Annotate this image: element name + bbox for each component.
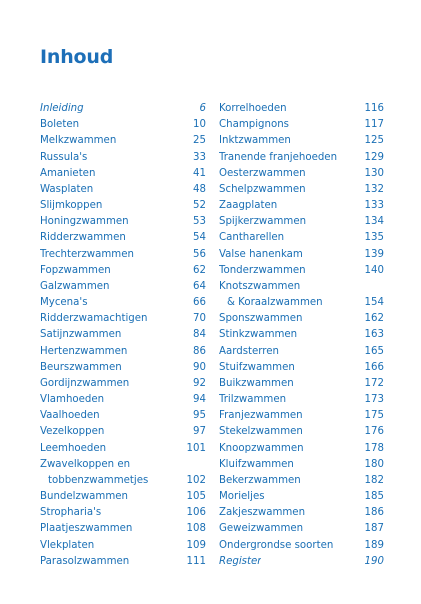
toc-entry-label: Leemhoeden [40, 442, 107, 454]
toc-entry [219, 424, 384, 440]
toc-entry-label: Buikzwammen [219, 377, 294, 389]
toc-entry [40, 538, 206, 554]
toc-entry-label: Sponszwammen [219, 313, 303, 325]
toc-entry-page: 186 [364, 507, 384, 519]
toc-entry-page: 108 [186, 523, 206, 535]
toc-entry-label: Amanieten [40, 167, 96, 179]
toc-entry-page: 53 [193, 216, 206, 228]
toc-entry [219, 247, 384, 263]
toc-entry [219, 505, 384, 521]
toc-entry-page: 84 [193, 329, 206, 341]
toc-entry [40, 133, 206, 149]
toc-entry-page: 130 [364, 167, 384, 179]
toc-entry [219, 214, 384, 230]
toc-entry-page: 92 [193, 377, 206, 389]
toc-entry [219, 344, 384, 360]
toc-entry-page: 135 [364, 232, 384, 244]
toc-entry-page: 133 [364, 200, 384, 212]
toc-entry [219, 133, 384, 149]
toc-entry-label: Knoopzwammen [219, 442, 304, 454]
toc-entry-page: 175 [364, 410, 384, 422]
toc-entry [219, 408, 384, 424]
toc-entry [219, 263, 384, 279]
toc-entry-label: Ridderzwamachtigen [40, 313, 148, 325]
toc-entry-page: 176 [364, 426, 384, 438]
toc-entry-label: Zaagplaten [219, 200, 278, 212]
toc-entry [40, 117, 206, 133]
toc-entry-page: 109 [186, 539, 206, 551]
toc-entry-page: 129 [364, 151, 384, 163]
toc-entry-page: 64 [193, 280, 206, 292]
toc-entry-label: Trechterzwammen [40, 248, 134, 260]
toc-entry [40, 101, 206, 117]
toc-entry [219, 117, 384, 133]
toc-entry-label: Trilzwammen [219, 394, 287, 406]
toc-entry-label: tobbenzwammetjes [48, 474, 149, 486]
toc-entry-label: Plaatjeszwammen [40, 523, 133, 535]
toc-entry-label: Schelpzwammen [219, 183, 306, 195]
toc-entry [40, 230, 206, 246]
toc-entry [40, 457, 206, 473]
toc-entry-page: 173 [364, 394, 384, 406]
toc-entry-page: 139 [364, 248, 384, 260]
toc-entry-label: Kluifzwammen [219, 458, 294, 470]
toc-entry-label: Knotszwammen [219, 280, 301, 292]
toc-entry-label: Zwavelkoppen en [40, 458, 131, 470]
toc-entry [40, 489, 206, 505]
toc-entry [219, 230, 384, 246]
toc-entry-page: 62 [193, 264, 206, 276]
toc-entry-label: Vezelkoppen [40, 426, 105, 438]
toc-entry-page: 105 [186, 491, 206, 503]
toc-entry-label: Franjezwammen [219, 410, 303, 422]
page-title: Inhoud [40, 46, 114, 68]
toc-entry-label: Aardsterren [219, 345, 279, 357]
toc-entry [219, 473, 384, 489]
toc-entry-label: Inleiding [40, 103, 84, 114]
toc-entry [219, 441, 384, 457]
toc-entry [40, 327, 206, 343]
toc-entry-label: Tranende franjehoeden [219, 151, 338, 163]
toc-entry-page: 66 [193, 297, 206, 309]
toc-entry-label: Honingzwammen [40, 216, 129, 228]
toc-entry [40, 198, 206, 214]
toc-entry-label: Russula's [40, 151, 88, 163]
toc-entry [219, 521, 384, 537]
toc-entry-label: Ridderzwammen [40, 232, 126, 244]
toc-entry [219, 150, 384, 166]
toc-entry-label: Hertenzwammen [40, 345, 128, 357]
toc-entry [219, 166, 384, 182]
toc-entry-label: & Koraalzwammen [227, 297, 323, 309]
toc-entry-label: Valse hanenkam [219, 248, 303, 260]
toc-entry [219, 457, 384, 473]
toc-entry-label: Mycena's [40, 297, 88, 309]
toc-entry-page: 90 [193, 361, 206, 373]
toc-entry [219, 311, 384, 327]
toc-entry-page: 33 [193, 151, 206, 163]
toc-entry [219, 198, 384, 214]
toc-entry-label: Vaalhoeden [40, 410, 100, 422]
toc-entry [40, 182, 206, 198]
toc-entry-label: Register [219, 555, 262, 567]
toc-entry-label: Korrelhoeden [219, 103, 287, 114]
toc-entry [40, 554, 206, 570]
toc-entry-page: 117 [364, 119, 384, 131]
toc-entry-label: Satijnzwammen [40, 329, 122, 341]
toc-entry [40, 360, 206, 376]
toc-entry-page: 97 [193, 426, 206, 438]
toc-entry-page: 94 [193, 394, 206, 406]
toc-entry-page: 125 [364, 135, 384, 147]
toc-entry-page: 48 [193, 183, 206, 195]
toc-entry [40, 295, 206, 311]
toc-entry [219, 538, 384, 554]
toc-entry [219, 376, 384, 392]
toc-entry-page: 54 [193, 232, 206, 244]
toc-entry [219, 360, 384, 376]
toc-entry [40, 473, 206, 489]
toc-entry-label: Parasolzwammen [40, 555, 130, 567]
toc-entry-page: 163 [364, 329, 384, 341]
toc-entry-label: Stekelzwammen [219, 426, 303, 438]
toc-entry [219, 182, 384, 198]
toc-entry-page: 140 [364, 264, 384, 276]
toc-entry-page: 111 [186, 555, 206, 567]
toc-entry-page: 154 [364, 297, 384, 309]
toc-entry-label: Stuifzwammen [219, 361, 295, 373]
toc-entry-label: Bundelzwammen [40, 491, 128, 503]
toc-entry-label: Champignons [219, 119, 289, 131]
toc-entry-page: 190 [364, 555, 384, 567]
toc-entry-label: Cantharellen [219, 232, 285, 244]
toc-entry-label: Spijkerzwammen [219, 216, 307, 228]
toc-entry-page: 101 [186, 442, 206, 454]
toc-entry-label: Oesterzwammen [219, 167, 306, 179]
toc-entry [40, 505, 206, 521]
toc-entry-page: 52 [193, 200, 206, 212]
toc-entry [40, 279, 206, 295]
toc-entry-label: Galzwammen [40, 280, 110, 292]
toc-entry [40, 376, 206, 392]
toc-column-right [219, 101, 384, 570]
toc-entry [40, 344, 206, 360]
toc-entry-page: 56 [193, 248, 206, 260]
toc-entry-page: 178 [364, 442, 384, 454]
toc-entry-page: 95 [193, 410, 206, 422]
toc-entry-page: 70 [193, 313, 206, 325]
toc-entry [219, 392, 384, 408]
toc-entry-page: 116 [364, 103, 384, 114]
toc-entry-page: 189 [364, 539, 384, 551]
toc-entry-page: 182 [364, 474, 384, 486]
toc-entry-page: 185 [364, 491, 384, 503]
toc-entry-page: 165 [364, 345, 384, 357]
toc-entry-page: 166 [364, 361, 384, 373]
toc-entry-label: Bekerzwammen [219, 474, 301, 486]
toc-entry [219, 489, 384, 505]
toc-entry-page: 86 [193, 345, 206, 357]
toc-entry-page: 132 [364, 183, 384, 195]
toc-entry-label: Gordijnzwammen [40, 377, 130, 389]
toc-entry-page: 106 [186, 507, 206, 519]
toc-entry-label: Inktzwammen [219, 135, 291, 147]
toc-entry [40, 247, 206, 263]
toc-entry-label: Geweizwammen [219, 523, 304, 535]
toc-entry [40, 441, 206, 457]
toc-entry-page: 180 [364, 458, 384, 470]
toc-entry [40, 263, 206, 279]
toc-entry [219, 279, 384, 295]
toc-entry-page: 102 [186, 474, 206, 486]
toc-entry-page: 41 [193, 167, 206, 179]
toc-entry [40, 166, 206, 182]
toc-entry [219, 554, 384, 570]
toc-entry-label: Boleten [40, 119, 80, 131]
toc-entry-label: Wasplaten [40, 183, 94, 195]
toc-entry [40, 311, 206, 327]
toc-entry [40, 521, 206, 537]
toc-entry-label: Fopzwammen [40, 264, 111, 276]
toc-column-left [40, 101, 206, 570]
toc-entry-label: Slijmkoppen [40, 200, 103, 212]
toc-entry-page: 25 [193, 135, 206, 147]
toc-entry-page: 172 [364, 377, 384, 389]
toc-entry-page: 162 [364, 313, 384, 325]
toc-entry-label: Ondergrondse soorten [219, 539, 334, 551]
toc-entry [40, 424, 206, 440]
toc-entry-label: Stinkzwammen [219, 329, 298, 341]
toc-entry [219, 101, 384, 117]
toc-entry-label: Beurszwammen [40, 361, 122, 373]
toc-entry-label: Stropharia's [40, 507, 102, 519]
toc-entry-label: Vlekplaten [40, 539, 95, 551]
toc-entry-page: 6 [199, 103, 206, 114]
toc-entry [40, 214, 206, 230]
toc-entry-page: 187 [364, 523, 384, 535]
toc-entry-label: Vlamhoeden [40, 394, 105, 406]
toc-entry-label: Morieljes [219, 491, 265, 503]
toc-entry [40, 408, 206, 424]
toc-entry-label: Melkzwammen [40, 135, 117, 147]
toc-entry-page: 134 [364, 216, 384, 228]
toc-entry-label: Tonderzwammen [219, 264, 306, 276]
toc-entry [40, 150, 206, 166]
toc-entry [40, 392, 206, 408]
toc-entry-label: Zakjeszwammen [219, 507, 306, 519]
toc-entry [219, 327, 384, 343]
toc-entry-page: 10 [193, 119, 206, 131]
toc-entry [219, 295, 384, 311]
